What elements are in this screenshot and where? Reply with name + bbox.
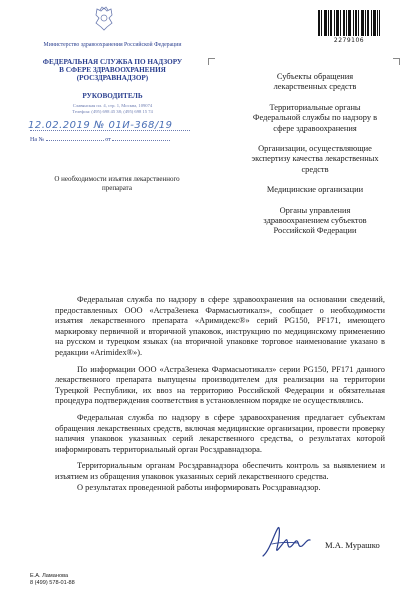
head-title: РУКОВОДИТЕЛЬ [82, 92, 143, 100]
contact-phone: 8 (499) 578-01-88 [30, 580, 75, 586]
na-blank [46, 134, 104, 141]
body-paragraph-4: Территориальным органам Росздравнадзора обеспечить контроль за выявлением и изъятием из обращения упаковок указанных серий лекарственного средства. [55, 461, 385, 481]
agency-line-1: ФЕДЕРАЛЬНАЯ СЛУЖБА ПО НАДЗОРУ [42, 58, 183, 66]
reference-row [30, 134, 190, 143]
contact-name: Е.А. Ламанова [30, 573, 69, 579]
letter-subject: О необходимости изъятия лекарственного препарата [54, 175, 180, 192]
barcode-icon [318, 10, 380, 36]
handwritten-signature-icon [258, 522, 318, 564]
agency-name [30, 58, 195, 82]
addressee-item: Медицинские организации [266, 185, 364, 195]
handwritten-date-number: 12.02.2019 № 01И-368/19 [28, 120, 173, 131]
ot-blank [112, 134, 170, 141]
agency-line-3: (РОСЗДРАВНАДЗОР) [76, 74, 149, 82]
addressee-item: Органы управления здравоохранением субъектов Российской Федерации [263, 205, 367, 236]
barcode-number: 2279106 [333, 37, 365, 44]
coat-of-arms-icon [93, 6, 115, 32]
address-line-1: Славянская пл. 4, стр. 1, Москва, 109074 [72, 103, 153, 108]
ot-label: от [105, 137, 111, 143]
address-block-corner-left [208, 58, 215, 65]
addressee-list [250, 72, 380, 247]
signer-name: М.А. Мурашко [325, 540, 380, 550]
addressee-item: Организации, осуществляющие экспертизу качества лекарственных средств [251, 144, 379, 174]
letter-body [55, 295, 385, 499]
addressee-item: Территориальные органы Федеральной службы по надзору в сфере здравоохранения [252, 102, 378, 133]
address-block-corner-right [393, 58, 400, 65]
agency-address [30, 103, 195, 115]
body-paragraph-2: По информации ООО «АстраЗенека Фармасьютикалз» серии PG150, PF171 данного лекарственного препарата выпущены производителем для реализации на территории Турецкой Республики, их ввоз на территорию Российской Федерации и обязательная процедура подтверждения соответствия в установленном порядке не осуществлялись. [55, 364, 385, 406]
agency-line-2: В СФЕРЕ ЗДРАВООХРАНЕНИЯ [59, 66, 166, 74]
ministry-name: Министерство здравоохранения Российской Федерации [43, 42, 182, 48]
date-underline [30, 130, 190, 131]
contact-info [30, 573, 75, 587]
address-line-2: Телефон: (495) 698 45 38; (495) 698 15 74 [72, 109, 153, 114]
body-paragraph-1: Федеральная служба по надзору в сфере здравоохранения на основании сведений, предоставленных ООО «АстраЗенека Фармасьютикалз», сообщает о необходимости изъятия лекарственного препарата «Аримидекс®» серий PG150, PF171, имеющего маркировку первичной и вторичной упаковок, инструкцию по медицинскому применению на русском и турецком языках (на вторичной упаковке торговое наименование указано в редакции «Arimidex®»). [55, 295, 385, 357]
addressee-item: Субъекты обращения лекарственных средств [273, 72, 357, 92]
body-paragraph-5: О результатах проведенной работы информировать Росздравнадзор. [77, 482, 321, 492]
na-label: На № [30, 137, 45, 143]
body-paragraph-3: Федеральная служба по надзору в сфере здравоохранения предлагает субъектам обращения лекарственных средств, включая медицинские организации, провести проверку наличия упаковок указанных серий лекарственного средства, о результатах которой информировать территориальный орган Росздравнадзора. [55, 412, 385, 454]
